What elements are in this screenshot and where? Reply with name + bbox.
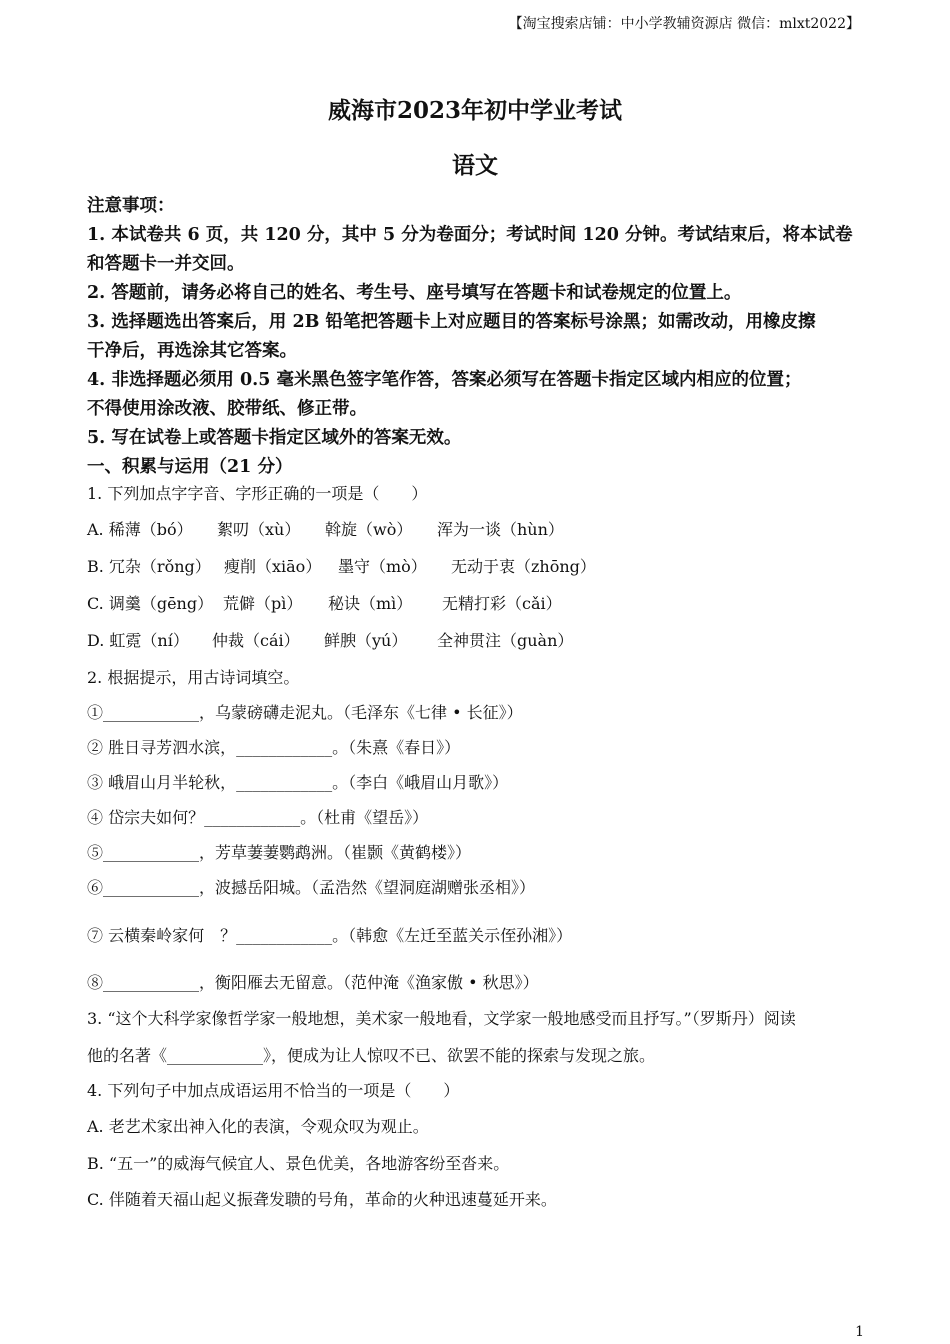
q2-item: ①____________，乌蒙磅礴走泥丸。（毛泽东《七律 • 长征》） bbox=[87, 703, 523, 722]
q1-option-item: 秘诀（mì） bbox=[328, 594, 413, 613]
q1-option-item: 无精打彩（cǎi） bbox=[442, 594, 562, 613]
q1-stem: 1. 下列加点字字音、字形正确的一项是（ ） bbox=[87, 484, 428, 503]
q1-option-item: 全神贯注（guàn） bbox=[437, 631, 574, 650]
q2-item: ⑤____________，芳草萋萋鹦鹉洲。（崔颢《黄鹤楼》） bbox=[87, 843, 472, 862]
q2-item: ④ 岱宗夫如何？____________。（杜甫《望岳》） bbox=[87, 808, 429, 827]
q1-option-item: 无动于衷（zhōng） bbox=[451, 557, 596, 576]
q1-option-item: C. 调羹（gēng） bbox=[87, 594, 214, 613]
q1-option-item: 斡旋（wò） bbox=[325, 520, 413, 539]
notice-line: 1. 本试卷共 6 页，共 120 分，其中 5 分为卷面分；考试时间 120 分钟。考试结束后，将本试卷 bbox=[87, 225, 853, 245]
q2-item: ⑧____________，衡阳雁去无留意。（范仲淹《渔家傲 • 秋思》） bbox=[87, 973, 539, 992]
q2-item: ② 胜日寻芳泗水滨，____________。（朱熹《春日》） bbox=[87, 738, 461, 757]
q1-option-item: D. 虹霓（ní） bbox=[87, 631, 189, 650]
q1-option-item: 墨守（mò） bbox=[338, 557, 427, 576]
q3-text-line: 3. “这个大科学家像哲学家一般地想，美术家一般地看，文学家一般地感受而且抒写。”（罗斯丹）阅读 bbox=[87, 1009, 796, 1028]
q1-option-item: 鲜腴（yú） bbox=[324, 631, 408, 650]
q1-option-item: 仲裁（cái） bbox=[212, 631, 300, 650]
notice-line: 3. 选择题选出答案后，用 2B 铅笔把答题卡上对应题目的答案标号涂黑；如需改动，用橡皮擦 bbox=[87, 312, 816, 332]
notice-line: 不得使用涂改液、胶带纸、修正带。 bbox=[87, 399, 367, 419]
exam-title: 威海市2023年初中学业考试 bbox=[327, 97, 622, 124]
q1-option-item: 荒僻（pì） bbox=[223, 594, 303, 613]
notice-heading: 注意事项： bbox=[87, 196, 175, 216]
q1-option-item: A. 稀薄（bó） bbox=[87, 520, 193, 539]
section-heading: 一、积累与运用（21 分） bbox=[87, 457, 293, 477]
q4-option: C. 伴随着天福山起义振聋发聩的号角，革命的火种迅速蔓延开来。 bbox=[87, 1190, 557, 1209]
q4-option: A. 老艺术家出神入化的表演，令观众叹为观止。 bbox=[87, 1117, 429, 1136]
notice-line: 5. 写在试卷上或答题卡指定区域外的答案无效。 bbox=[87, 428, 462, 448]
notice-line: 2. 答题前，请务必将自己的姓名、考生号、座号填写在答题卡和试卷规定的位置上。 bbox=[87, 283, 742, 303]
notice-line: 和答题卡一并交回。 bbox=[87, 254, 245, 274]
notice-line: 4. 非选择题必须用 0.5 毫米黑色签字笔作答，答案必须写在答题卡指定区域内相应的位置； bbox=[87, 370, 802, 390]
page-number: 1 bbox=[855, 1324, 864, 1340]
q1-option-item: 浑为一谈（hùn） bbox=[437, 520, 564, 539]
q4-stem: 4. 下列句子中加点成语运用不恰当的一项是（ ） bbox=[87, 1081, 460, 1100]
q2-item: ③ 峨眉山月半轮秋，____________。（李白《峨眉山月歌》） bbox=[87, 773, 509, 792]
q2-item: ⑦ 云横秦岭家何 ？____________。（韩愈《左迁至蓝关示侄孙湘》） bbox=[87, 926, 573, 945]
q2-stem: 2. 根据提示，用古诗词填空。 bbox=[87, 668, 300, 687]
q1-option-item: 絮叨（xù） bbox=[217, 520, 301, 539]
q4-option: B. “五一”的威海气候宜人、景色优美，各地游客纷至沓来。 bbox=[87, 1154, 510, 1173]
q1-option-item: 瘦削（xiāo） bbox=[224, 557, 322, 576]
shop-info-header: 【淘宝搜索店铺：中小学教辅资源店 微信：mlxt2022】 bbox=[508, 16, 860, 32]
q3-text-line: 他的名著《____________》，便成为让人惊叹不已、欲罢不能的探索与发现之旅。 bbox=[87, 1046, 656, 1065]
q2-item: ⑥____________，波撼岳阳城。（孟浩然《望洞庭湖赠张丞相》） bbox=[87, 878, 536, 897]
q1-option-item: B. 冗杂（rǒng） bbox=[87, 557, 211, 576]
exam-subject: 语文 bbox=[452, 152, 498, 179]
notice-line: 干净后，再选涂其它答案。 bbox=[87, 341, 297, 361]
